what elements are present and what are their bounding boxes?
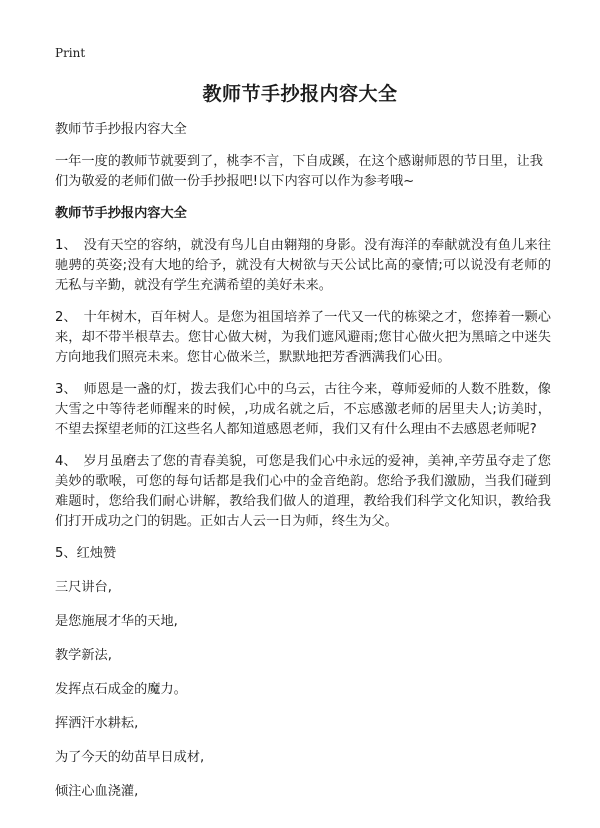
article-subtitle: 教师节手抄报内容大全 bbox=[55, 122, 187, 137]
list-item: 1、 没有天空的容纳，就没有鸟儿自由翱翔的身影。没有海洋的奉献就没有鱼儿来往驰骋的英姿;没有大地的给予，就没有大树欲与天公试比高的豪情;可以说没有老师的无私与辛勤，就没有学生充满希望的美好未来。 bbox=[55, 238, 551, 293]
list-item: 2、 十年树木，百年树人。是您为祖国培养了一代又一代的栋梁之才，您捧着一颗心来，却不带半根草去。您甘心做大树，为我们遮风避雨;您甘心做火把为黑暗之中迷失方向地我们照亮未来。您甘心做米兰，默默地把芳香洒满我们心田。 bbox=[55, 310, 551, 365]
poem-line: 教学新法, bbox=[55, 648, 112, 663]
page-title: 教师节手抄报内容大全 bbox=[202, 83, 398, 105]
poem-line: 是您施展才华的天地, bbox=[55, 614, 178, 629]
poem-line: 倾注心血浇灌, bbox=[55, 784, 139, 799]
list-item: 4、 岁月虽磨去了您的青春美貌，可您是我们心中永远的爱神，美神,辛劳虽夺走了您美妙的歌喉，可您的每句话都是我们心中的金音绝韵。您给予我们激励，当我们碰到难题时，您给我们耐心讲解，教给我们做人的道理，教给我们科学文化知识，教给我们打开成功之门的钥匙。正如古人云一日为师，终生为父。 bbox=[55, 454, 551, 529]
poem-line: 三尺讲台, bbox=[55, 580, 112, 595]
poem-heading: 5、红烛赞 bbox=[55, 546, 117, 561]
article-body bbox=[55, 120, 551, 816]
poem-line: 为了今天的幼苗早日成材, bbox=[55, 750, 205, 765]
poem-line: 挥洒汗水耕耘, bbox=[55, 716, 139, 731]
print-link[interactable]: Print bbox=[55, 46, 86, 60]
list-item: 3、 师恩是一盏的灯，拨去我们心中的乌云，古往今来，尊师爱师的人数不胜数，像大雪之中等待老师醒来的时候，,功成名就之后，不忘感激老师的居里夫人;访美时，不望去探望老师的江这些名人都知道感恩老师，我们又有什么理由不去感恩老师呢? bbox=[55, 382, 551, 437]
intro-paragraph: 一年一度的教师节就要到了，桃李不言，下自成蹊，在这个感谢师恩的节日里，让我们为敬爱的老师们做一份手抄报吧!以下内容可以作为参考哦~ bbox=[55, 154, 543, 189]
section-heading: 教师节手抄报内容大全 bbox=[55, 206, 187, 221]
poem-line: 发挥点石成金的魔力。 bbox=[55, 682, 187, 697]
